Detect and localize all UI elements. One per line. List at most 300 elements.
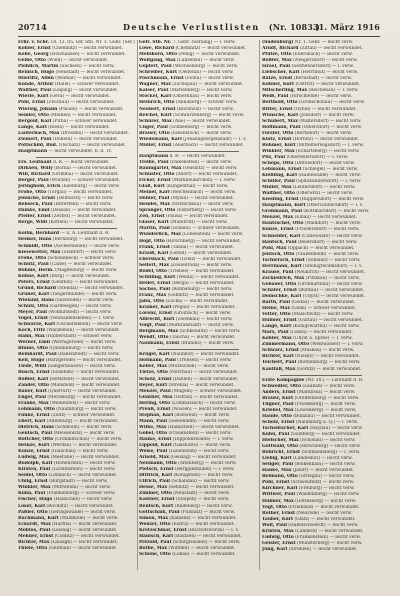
soldier-name: Mitscherling, Max bbox=[262, 88, 307, 94]
entry-details: (Lobenstein) — leicht verw. bbox=[180, 232, 244, 238]
entry-details: (Limbach) — leicht verwundet. bbox=[47, 473, 118, 479]
entry-details: (Lichtenstein) — leicht verw. bbox=[50, 467, 116, 473]
entry-details: (Adorf) — leicht verwundet. bbox=[174, 171, 238, 177]
entry-details: (Markranstädt) — leicht verw. bbox=[165, 323, 234, 329]
entry-details: (Bunzlau) — leicht verwundet. bbox=[291, 413, 361, 419]
soldier-name: Richter, Max bbox=[18, 539, 50, 545]
entry-details: (Schönau) — leicht verw. bbox=[298, 438, 356, 444]
entry-details: (Holzhausen) — leicht verwundet. bbox=[48, 52, 126, 58]
soldier-name: Scholz, Ernst bbox=[139, 376, 172, 382]
soldier-name: Dietrich, Hans bbox=[18, 424, 54, 430]
soldier-name: Rehseck, Paul bbox=[18, 202, 53, 208]
entry-details: (Göda) — schwer verwundet. bbox=[289, 306, 357, 312]
soldier-name: Wilke, Max bbox=[139, 424, 167, 430]
entry-details: (Crimmitschau) — leicht verw. bbox=[53, 437, 123, 442]
soldier-name: Schuster, Otto bbox=[139, 171, 175, 177]
entry-details: (Hainichen) — leicht verw. bbox=[52, 497, 113, 503]
entry-details: (Salzwedel) — leicht verw. bbox=[53, 297, 114, 303]
entry-details: (Putzkau) — leicht verw. bbox=[304, 275, 360, 281]
entry-details: (Leisnig) — leicht verwundet. bbox=[50, 527, 118, 533]
soldier-name: Reichel, Kurt bbox=[139, 112, 172, 118]
entry-details: (Uhyst) — leicht verwundet. bbox=[301, 293, 366, 299]
entry-details: (Elstra) — leicht verwundet. bbox=[170, 521, 235, 527]
entry-details: 18. 12. 05. Gfr. Stb. Nr. 1. Gebr. (Ser.) bbox=[49, 40, 135, 45]
entry-details: (Frankenberg) — schwer verw. bbox=[45, 491, 116, 497]
entry-details: (Geringswalde) — leicht verw. bbox=[47, 509, 117, 515]
entry-details: (Berggießhübel) — l. verw. bbox=[173, 467, 235, 473]
soldier-name: Reimann, Otto bbox=[262, 474, 298, 480]
soldier-name: Funke, Ernst bbox=[18, 412, 50, 418]
soldier-name: Pilz, Paul bbox=[262, 154, 286, 160]
entry-details: (Strehla) — leicht verwundet. bbox=[167, 382, 235, 388]
entry-details: (Riesa) — leicht verwundet. bbox=[46, 124, 110, 130]
soldier-name: Rätze, Ernst bbox=[262, 76, 293, 82]
entry-details: (Aschersleben) — leicht verw. bbox=[52, 243, 120, 249]
soldier-name: Lorenz, Ernst bbox=[139, 311, 173, 317]
soldier-name: Tilgner, Paul bbox=[262, 401, 294, 407]
column-1 bbox=[18, 40, 135, 580]
soldier-name: Bräuer, Kurt bbox=[262, 395, 294, 401]
soldier-name: Weiß, Paul bbox=[262, 94, 289, 100]
entry-details: (Jauer) — leicht verwundet. bbox=[291, 468, 355, 474]
soldier-name: Wolf, Paul bbox=[262, 522, 287, 528]
entry-details: (Köthen) — leicht verwundet. bbox=[47, 220, 115, 226]
soldier-name: Treibe, Paul bbox=[139, 159, 169, 165]
soldier-name: Domschke, Karl bbox=[262, 293, 302, 299]
entry-details: (Annaberg) — schwer verw. bbox=[174, 100, 238, 106]
entry-details: (Hirschberg) — leicht verwundet. bbox=[164, 238, 242, 244]
soldier-name: Röhricht, Ernst bbox=[262, 450, 301, 456]
soldier-name: Reinhardt, Paul bbox=[18, 352, 57, 358]
section-divider bbox=[157, 349, 239, 350]
entry-details: (Mittelherwigsdorf) — l. verw. bbox=[295, 142, 364, 148]
entry-details: (Radeberg) — leicht verw. bbox=[173, 503, 233, 509]
soldier-name: Lauterbach, Max bbox=[18, 130, 60, 136]
entry-details: (Zittau) — leicht verwundet. bbox=[298, 46, 363, 52]
entry-details: (Striegau) — leicht verw. bbox=[297, 474, 355, 480]
soldier-name: Lange, Kurt bbox=[262, 324, 292, 330]
entry-details: d. R. — leicht verwundet. bbox=[51, 159, 110, 165]
soldier-name: Wolfgang, Max bbox=[139, 58, 176, 64]
soldier-name: Martin, Paul bbox=[139, 226, 170, 232]
soldier-name: Krauß, Karl bbox=[139, 250, 169, 256]
entry-details: (Halberstadt) — schwer verw. bbox=[44, 334, 113, 340]
casualty-entry bbox=[262, 547, 380, 553]
entry-details: (Wanzleben) — leicht verwundet. bbox=[45, 328, 121, 334]
entry-details: (Stendal) — leicht verwundet. bbox=[56, 285, 125, 291]
soldier-name: Hielscher, Max bbox=[262, 438, 299, 444]
entry-details: (Delitzsch) — leicht verw. bbox=[55, 196, 114, 202]
entry-details: (Olbersdorf) — leicht verw. bbox=[300, 124, 363, 130]
soldier-name: Hanisch, Karl bbox=[139, 533, 173, 539]
soldier-name: Göbel, Otto bbox=[139, 430, 168, 436]
soldier-name: Hübner, Ernst bbox=[262, 318, 297, 324]
soldier-name: Ficker, Ernst bbox=[139, 178, 171, 184]
soldier-name: Hoffmann, Paul bbox=[262, 124, 301, 130]
section-divider bbox=[36, 228, 117, 229]
entry-details: (Sangerhausen) — leicht verw. bbox=[46, 364, 116, 370]
soldier-name: Rother, Ernst bbox=[262, 510, 295, 516]
entry-details: (Görlitz) — leicht verwundet. bbox=[295, 366, 362, 372]
soldier-name: Bachmann, Kurt bbox=[18, 515, 59, 521]
soldier-name: Preuß, Ernst bbox=[139, 406, 171, 412]
entry-details: (Mühltroff) — leicht verw. bbox=[168, 220, 228, 226]
soldier-name: Pottschild, Rud. bbox=[18, 142, 58, 148]
entry-details: (Weißwasser) — l. verw. bbox=[309, 342, 364, 348]
soldier-name: Kießling, Karl bbox=[262, 173, 297, 179]
soldier-name: Schiller, Paul bbox=[262, 179, 295, 185]
soldier-name: Wenzel, Otto bbox=[139, 521, 171, 527]
soldier-name: Dämke, Emil bbox=[18, 208, 50, 214]
entry-details: (Schweidnitz) — leicht verw. bbox=[289, 480, 355, 486]
soldier-name: Lippold, Kurt bbox=[139, 443, 172, 449]
entry-details: (Ronneburg) — leicht verw. bbox=[170, 286, 233, 292]
soldier-name: Zschiedrich, Max bbox=[262, 275, 305, 281]
soldier-name: Kühn, Paul bbox=[262, 432, 290, 437]
entry-details: (Münsterberg) — leicht verw. bbox=[295, 540, 363, 546]
soldier-name: Rößler, Karl bbox=[18, 376, 49, 382]
entry-details: (Sachsen) — leicht verw. bbox=[58, 64, 115, 70]
entry-details: (Hainewalde) — leicht verw. bbox=[296, 173, 362, 179]
soldier-name: Kristen, Max bbox=[262, 528, 294, 534]
soldier-name: Hauptmann, Kurt bbox=[262, 203, 306, 209]
entry-details: (Pegau) — leicht verwundet. bbox=[171, 305, 236, 311]
soldier-name: Kühn, Paul bbox=[18, 491, 46, 497]
issue-number: (Nr. 1083.) bbox=[268, 22, 320, 32]
entry-details: (Weimar) — leicht verwundet. bbox=[53, 76, 122, 82]
entry-details: (Königstein) — leicht verw. bbox=[172, 473, 234, 479]
soldier-name: Kirchner, Karl bbox=[262, 486, 298, 492]
entry-details: (Schlegel) — leicht verw. bbox=[301, 166, 359, 172]
entry-details: (Kamenz) — leicht verwundet. bbox=[168, 515, 237, 521]
entry-details: (Löwenberg) — leicht verw. bbox=[293, 407, 357, 413]
soldier-name: Keil, Hugo bbox=[18, 358, 45, 364]
entry-details: (Schmölln) — leicht verw. bbox=[53, 424, 113, 430]
soldier-name: Israel, Paul bbox=[262, 64, 291, 70]
soldier-name: Rudolph, Karl bbox=[18, 461, 53, 467]
entry-details: (Zwenkau) — leicht verw. bbox=[174, 317, 233, 323]
soldier-name: Bergold, Karl bbox=[18, 118, 52, 124]
entry-details: (Roßwein) — leicht verw. bbox=[173, 412, 231, 418]
soldier-name: Wiedemann, Karl bbox=[139, 136, 182, 142]
soldier-name: Schwedler, Otto bbox=[262, 383, 302, 389]
soldier-name: Kunde, Arthur bbox=[18, 82, 54, 88]
soldier-name: Mehlhorn, Otto bbox=[139, 52, 178, 58]
entry-details: (Greiffenberg) — leicht verw. bbox=[293, 395, 360, 401]
soldier-name: Petzold, Paul bbox=[139, 539, 172, 545]
entry-details: (Genthin) — leicht verwundet. bbox=[50, 279, 119, 285]
entry-details: (Lohsa) — leicht verwundet. bbox=[288, 330, 353, 336]
entry-details: (Harzgerode) — leicht verwundet. bbox=[44, 358, 122, 364]
entry-details: (Lunzenau) — leicht verw. bbox=[175, 58, 236, 64]
soldier-name: Tiede, Willi bbox=[18, 364, 47, 370]
soldier-name: Heinrich, Otto bbox=[139, 100, 175, 106]
soldier-name: Möbius, Paul bbox=[18, 527, 51, 533]
entry-details: (Wilthen) — leicht verwundet. bbox=[166, 545, 236, 551]
entry-details: (Waldheim) — leicht verw. bbox=[58, 515, 119, 521]
entry-details: (Glatz) — leicht verwundet. bbox=[293, 516, 356, 522]
entry-details: (Pulsnitz) — leicht verw. bbox=[179, 509, 235, 515]
soldier-name: Beyer, Kurt bbox=[139, 382, 168, 388]
soldier-name: Will, Richard bbox=[18, 171, 51, 177]
soldier-name: Pohl, Ernst bbox=[262, 480, 290, 486]
casualty-entry bbox=[18, 546, 135, 552]
entry-details: (Colditz) — leicht verwundet. bbox=[53, 533, 120, 539]
soldier-name: Dittrich, Karl bbox=[139, 473, 173, 479]
soldier-name: Gruner, Karl bbox=[18, 291, 49, 297]
entry-details: (Dippoldiswalde) — l. verw. bbox=[171, 437, 234, 442]
entry-details: (Mansfeld) — leicht verwundet. bbox=[48, 382, 121, 388]
entry-details: (Hettstedt) — leicht verwundet. bbox=[48, 376, 121, 382]
soldier-name: Schürer, Max bbox=[139, 118, 172, 124]
entry-details: (Sebnitz) — leicht verwundet. bbox=[167, 485, 235, 491]
entry-details: (Reichenbach) — leicht verw. bbox=[169, 190, 237, 196]
casualty-entry bbox=[139, 552, 257, 558]
soldier-name: Gottschalk, Paul bbox=[139, 509, 180, 515]
soldier-name: Kollm, Bernhard bbox=[18, 231, 60, 237]
column-3 bbox=[262, 40, 380, 580]
entry-details: (Greiz) — leicht verwundet. bbox=[178, 256, 242, 262]
entry-details: (Freiburg) — leicht verw. bbox=[297, 486, 355, 492]
entry-details: (Steinigtwolmsdorf) — l. v. bbox=[301, 263, 363, 269]
soldier-name: Wierle, Kurt bbox=[18, 94, 49, 100]
soldier-name: Kriebel, Max bbox=[262, 407, 294, 413]
soldier-name: Schreiber, Kurt bbox=[139, 70, 177, 76]
entry-details: (Schandau) — leicht verw. bbox=[169, 479, 230, 485]
entry-details: (Eisleben) — leicht verwundet. bbox=[49, 370, 120, 376]
entry-details: (Burkau) — leicht verwundet. bbox=[296, 287, 365, 293]
entry-details: (Beiersdorf) — leicht verw. bbox=[296, 239, 358, 245]
entry-details: (Zschopau) — leicht verwundet. bbox=[170, 82, 244, 88]
soldier-name: Jahn, Otto bbox=[139, 298, 165, 304]
soldier-name: Wendt, Otto bbox=[139, 335, 169, 341]
soldier-name: Böhmer, Kurt bbox=[262, 142, 296, 148]
entry-details: (Netzschkau) — leicht verw. bbox=[170, 202, 234, 208]
entry-details: (Aue) — leicht verwundet. bbox=[171, 118, 232, 124]
soldier-name: Zimmermann, Otto bbox=[262, 342, 310, 348]
soldier-name: Frohe, Otto bbox=[18, 255, 47, 261]
soldier-name: Häntzschel, Otto bbox=[262, 221, 304, 227]
entry-details: — u. A. Leutnant d. R. bbox=[59, 231, 110, 237]
entry-details: (Penig) — leicht verwundet. bbox=[177, 52, 241, 58]
soldier-name: Neumann, Otto bbox=[139, 461, 177, 467]
entry-details: (Eckartsberg) — leicht verw. bbox=[294, 148, 360, 154]
soldier-name: Heller, Ernst bbox=[139, 280, 171, 286]
soldier-name: Grohmann, Paul bbox=[262, 209, 303, 215]
entry-details: (Zwickau) — leicht verwundet. bbox=[45, 100, 116, 106]
entry-details: (Oschersleben) — leicht verw. bbox=[54, 322, 123, 328]
entry-details: (Neugersdorf) — leicht verw. bbox=[291, 58, 358, 64]
soldier-name: Bräuer, Otto bbox=[139, 130, 170, 136]
running-title bbox=[123, 22, 320, 32]
entry-details: (Schneeberg) — leicht verw. bbox=[167, 124, 233, 130]
issue-date: 31. März 1916 bbox=[312, 22, 380, 32]
entry-details: (Quedlinburg) — leicht verw. bbox=[47, 346, 114, 352]
entry-details: (Marienberg) — leicht verw. bbox=[168, 88, 233, 94]
publication-title: Deutsche Verlustlisten bbox=[123, 22, 260, 32]
soldier-name: Ziemert, Paul bbox=[18, 136, 52, 142]
entry-details: (Berga) — leicht verwundet. bbox=[170, 280, 235, 286]
soldier-name: Barth, Paul bbox=[262, 300, 291, 306]
soldier-name: Wunderlich, Max bbox=[139, 232, 181, 238]
entry-details: (Wolmirstedt) — leicht verw. bbox=[46, 310, 112, 316]
soldier-name: Gläser, Kurt bbox=[139, 220, 169, 226]
soldier-name: Pietsch, Ernst bbox=[139, 467, 174, 473]
entry-details: (Jonsdorf) — leicht verw. bbox=[297, 112, 355, 118]
entry-details: (Lauenstein) — leicht verw. bbox=[167, 449, 230, 455]
entry-details: Nr. 1. Gebr. — leicht verw. bbox=[293, 40, 354, 45]
soldier-name: Seidel, Otto bbox=[18, 473, 48, 479]
soldier-name: Schöps, Otto bbox=[262, 160, 294, 166]
soldier-name: Kühne, Kurt bbox=[18, 273, 49, 279]
entry-details: (Großschönau) — leicht verw. bbox=[297, 100, 365, 106]
soldier-name: Keller, Max bbox=[139, 364, 168, 370]
entry-details: (Habelschwerdt) — leicht verw. bbox=[286, 522, 359, 528]
soldier-name: Schubert, Max bbox=[262, 118, 298, 124]
entry-details: (Rothenburg) — leicht verw. bbox=[296, 360, 361, 366]
entry-details: (Meerane) — leicht verwundet. bbox=[49, 455, 121, 461]
soldier-name: Glaß, Kurt bbox=[139, 184, 165, 190]
soldier-name: Schwarz, Ernst bbox=[262, 348, 299, 354]
soldier-name: Kaiser, Paul bbox=[139, 88, 169, 94]
soldier-name: Fischer, Hugo bbox=[18, 497, 53, 503]
soldier-name: Lehmann, Ernst bbox=[262, 166, 302, 172]
entry-details: (Friedersdorf) — leicht verw. bbox=[293, 227, 360, 233]
soldier-name: Hahn, Max bbox=[18, 334, 45, 340]
soldier-name: Spranger, Otto bbox=[139, 208, 176, 214]
entry-details: (Taucha) — leicht verwundet. bbox=[168, 335, 236, 341]
entry-details: (Oppach) — leicht verwundet. bbox=[286, 245, 355, 251]
section-divider bbox=[36, 157, 117, 158]
entry-details: (Auerbach) — leicht verwundet. bbox=[171, 142, 245, 148]
entry-details: (Staßfurt) — leicht verw. bbox=[60, 249, 117, 255]
entry-details: (Landeck) — leicht verwundet. bbox=[293, 528, 364, 534]
entry-details: (Brandis) — leicht verw. bbox=[179, 341, 235, 347]
soldier-name: Liebig, Kurt bbox=[262, 456, 292, 462]
soldier-name: Ludwig, Otto bbox=[262, 534, 294, 540]
soldier-name: Hesse, Max bbox=[139, 485, 168, 491]
entry-details: (Goldberg) — leicht verwundet. bbox=[289, 432, 361, 437]
soldier-name: Ludwig, Max bbox=[18, 455, 50, 461]
entry-details: (Wechselburg) — leicht verw. bbox=[171, 64, 239, 70]
entry-details: (Rochlitz) — leicht verwundet. bbox=[44, 503, 115, 509]
entry-details: (Großharthau) — leicht verw. bbox=[296, 281, 363, 287]
soldier-name: Peters, Ernst bbox=[18, 279, 50, 285]
entry-details: (Naumburg) — leicht verw. bbox=[54, 406, 117, 412]
entry-details: (Ostritz) — leicht verwundet. bbox=[294, 82, 361, 88]
entry-details: (Cunewalde) — leicht verw. bbox=[300, 233, 363, 239]
soldier-name: Uhlig, Ernst bbox=[18, 479, 48, 485]
entry-details: (Dittelsdorf) — leicht verw. bbox=[293, 160, 355, 166]
soldier-name: Kiesewetter, Max bbox=[18, 249, 61, 255]
soldier-name: Seifert, Max bbox=[139, 262, 170, 268]
soldier-name: Dirksen, Willy bbox=[18, 165, 53, 171]
entry-details: (Grimma) — leicht verwundet. bbox=[50, 171, 120, 177]
entry-details: (Tangermünde) — leicht verw. bbox=[48, 291, 118, 297]
entry-details: (Chemnitz) — leicht verwundet. bbox=[174, 46, 247, 52]
entry-details: (Wurzen) — schwer verwundet. bbox=[48, 178, 121, 184]
entry-details: (Markneukirchen) — l. verw. bbox=[170, 178, 236, 184]
soldier-name: Kelle, Georg bbox=[18, 52, 49, 58]
entry-details: (Dresden) — leicht verwundet. bbox=[59, 130, 130, 136]
entry-details: (Taubenheim) — leicht verw. bbox=[294, 251, 360, 257]
entry-details: (Walddorf) — leicht verw. bbox=[303, 221, 362, 227]
entry-details: (Flöha) — leicht verw. bbox=[183, 76, 234, 82]
soldier-name: Rothe, Max bbox=[139, 545, 167, 551]
entry-details: (Gottesberg) — leicht verw. bbox=[293, 498, 357, 504]
soldier-name: Hering, Otto bbox=[139, 400, 171, 406]
entry-details: (Magdeburg) — leicht verw. bbox=[53, 267, 118, 273]
entry-details: (Ebersbach) — leicht verw. bbox=[291, 52, 353, 58]
soldier-name: Thiele, Otto bbox=[18, 545, 48, 551]
entry-details: (Mügeln) — schwer verwundet. bbox=[170, 388, 243, 394]
soldier-name: Hübner, Max bbox=[262, 498, 294, 504]
soldier-name: Kiesling, Ernst bbox=[262, 197, 299, 203]
page-header bbox=[18, 22, 380, 36]
soldier-name: Jenische, Ernst bbox=[18, 196, 56, 202]
entry-details: (Plauen) — leicht verwundet. bbox=[57, 106, 124, 112]
soldier-name: Berthold, Otto bbox=[262, 100, 298, 106]
entry-details: (Ruppersdorf) — leicht verw. bbox=[298, 197, 365, 203]
entry-details: (Bitterfeld) — leicht verw. bbox=[52, 202, 112, 208]
soldier-name: Stierlitz, Albin bbox=[18, 76, 54, 82]
soldier-name: Jentsch, Otto bbox=[262, 251, 295, 257]
entry-details: (Triebes) — leicht verwundet. bbox=[166, 268, 235, 274]
soldier-name: Arnold, Max bbox=[139, 455, 169, 461]
soldier-name: Richter, Karl bbox=[262, 354, 294, 360]
entry-details: (Meuselwitz) — leicht verw. bbox=[52, 430, 116, 436]
soldier-name: Sachse, Paul bbox=[139, 286, 171, 292]
soldier-name: Weise, Paul bbox=[139, 449, 168, 455]
entry-details: (Halle) — schwer verwundet. bbox=[53, 82, 120, 88]
soldier-name: Haude, Otto bbox=[262, 413, 292, 419]
soldier-name: Heinze, Kurt bbox=[18, 443, 50, 449]
soldier-name: Stephan, Karl bbox=[139, 412, 173, 418]
entry-details: (Hartha) — leicht verwundet. bbox=[50, 521, 118, 527]
soldier-name: Gefr. Stb. Nr. bbox=[139, 40, 172, 45]
soldier-name: Müller, Max bbox=[262, 185, 292, 191]
soldier-name: Schulz, Otto bbox=[18, 303, 49, 309]
soldier-name: Zander, Otto bbox=[18, 382, 49, 388]
soldier-name: Jung, Karl bbox=[262, 546, 288, 552]
entry-details: (Strehlen) — leicht verwundet. bbox=[287, 546, 358, 552]
casualty-entry bbox=[18, 149, 135, 155]
soldier-name: Müller, Ernst bbox=[139, 142, 172, 148]
soldier-name: Wünsche, Karl bbox=[262, 112, 298, 118]
entry-details: (Altenburg) — leicht verwundet. bbox=[45, 418, 119, 424]
entry-details: (Guttau) — leicht verwundet. bbox=[296, 318, 364, 324]
entry-details: (Oderwitz) — leicht verw. bbox=[294, 191, 353, 197]
entry-details: (Borna) — leicht verwundet. bbox=[52, 165, 118, 171]
soldier-name: Pohl, Max bbox=[262, 245, 287, 251]
entry-details: (Schönebeck) — schwer verw. bbox=[46, 255, 115, 261]
entry-details: (Uhyst a. Spree) — l. verw. bbox=[291, 336, 353, 342]
soldier-name: Blume, Otto bbox=[18, 346, 48, 352]
soldier-name: Lange, Karl bbox=[18, 124, 47, 130]
soldier-name: Tauber, Kurt bbox=[262, 516, 294, 522]
soldier-name: Marx, Paul bbox=[262, 330, 289, 336]
soldier-name: Rößler, Max bbox=[262, 58, 292, 64]
soldier-name: Hanke, Max bbox=[262, 468, 292, 474]
soldier-name: Tschentscher, Karl bbox=[262, 425, 309, 431]
soldier-name: Rentsch, Kurt bbox=[139, 503, 174, 509]
soldier-name: Wieland, Hans bbox=[18, 297, 54, 303]
soldier-name: Schwarze, Karl bbox=[18, 322, 55, 328]
entry-details: (Gößnitz) — leicht verwundet. bbox=[166, 292, 235, 298]
soldier-name: Baumgärtel, Max bbox=[139, 165, 182, 171]
entry-details: (Oberseifersdorf) — l. verw. bbox=[285, 154, 349, 160]
soldier-name: Heine, Max bbox=[262, 306, 290, 312]
